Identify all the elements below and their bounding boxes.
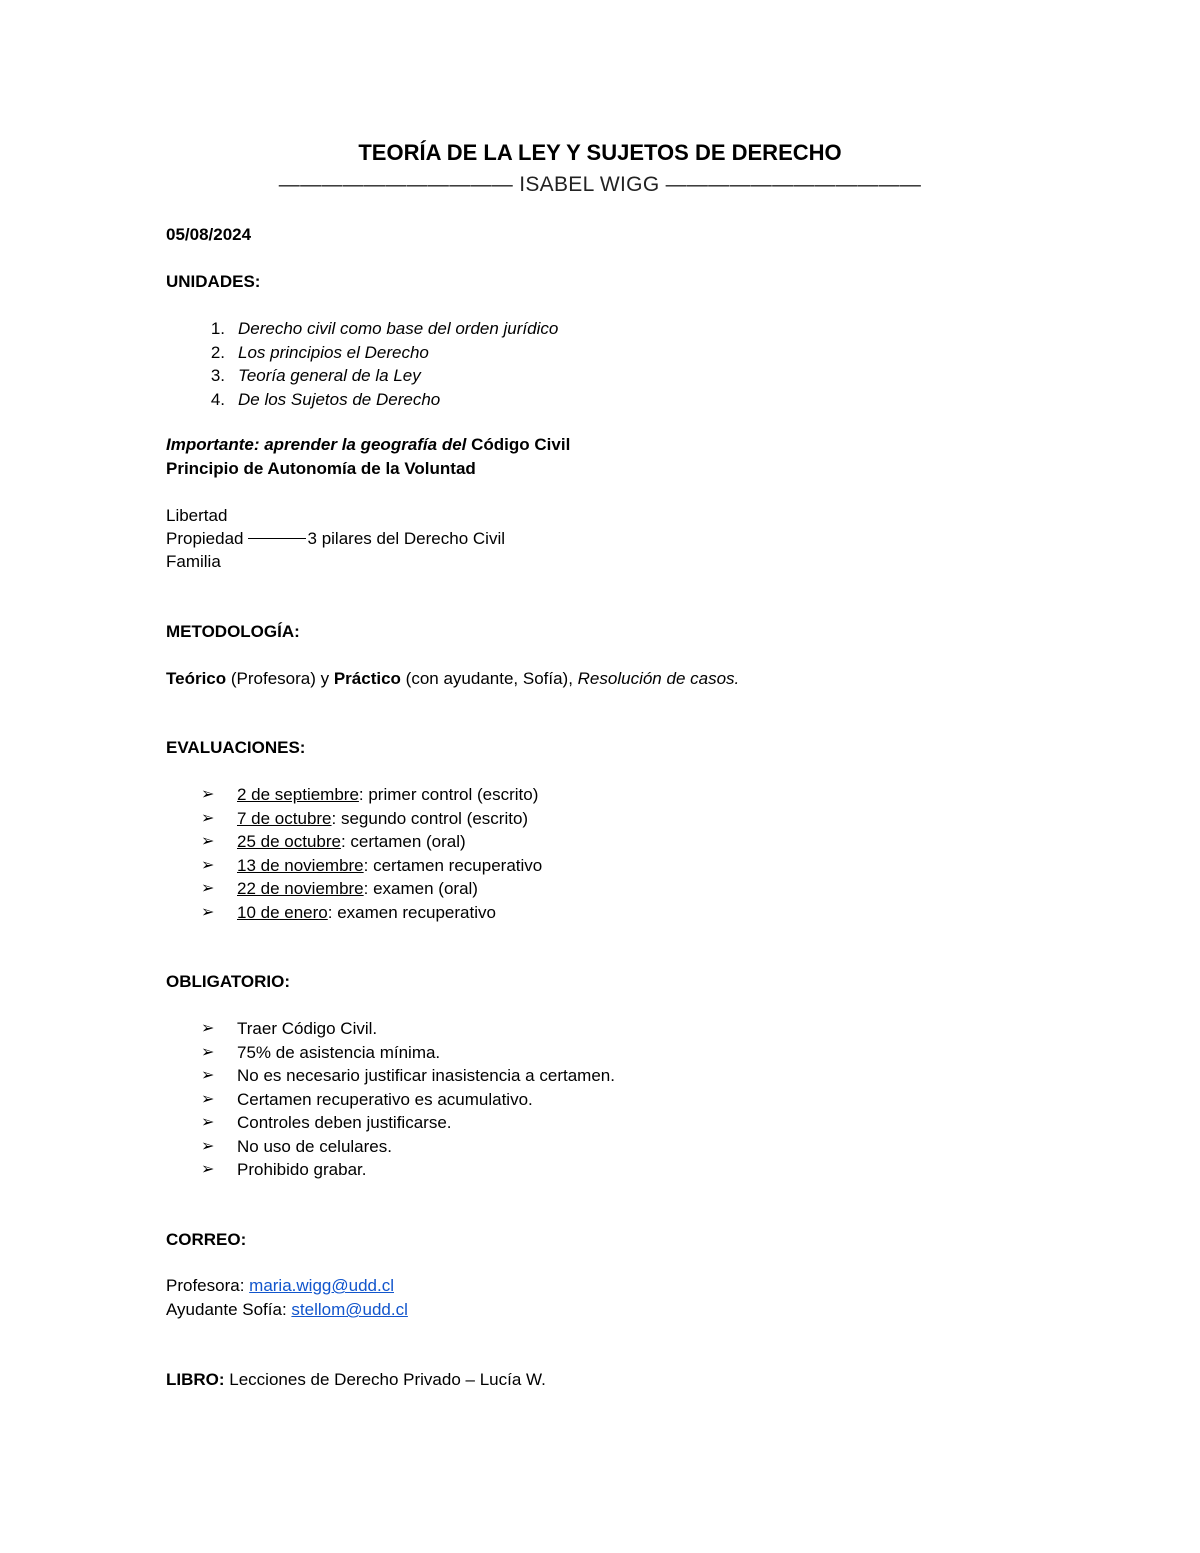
pilares-label: 3 pilares del Derecho Civil bbox=[307, 529, 505, 548]
list-item bbox=[201, 1064, 615, 1088]
list-item bbox=[201, 1088, 615, 1112]
importante-note bbox=[166, 433, 570, 457]
unidades-list bbox=[210, 317, 559, 411]
resolucion-text: Resolución de casos. bbox=[577, 669, 740, 688]
profesora-email-link[interactable]: maria.wigg@udd.cl bbox=[249, 1276, 394, 1295]
list-item bbox=[201, 1111, 615, 1135]
list-number: 3. bbox=[210, 366, 225, 385]
eval-date: 25 de octubre bbox=[237, 832, 341, 851]
list-item bbox=[210, 341, 558, 365]
list-text: 75% de asistencia mínima. bbox=[237, 1042, 441, 1062]
list-text: De los Sujetos de Derecho bbox=[238, 389, 441, 409]
list-item bbox=[210, 364, 558, 388]
pilar-propiedad-line bbox=[166, 527, 505, 551]
list-number: 4. bbox=[210, 389, 225, 409]
metodologia-heading: METODOLOGÍA: bbox=[166, 622, 300, 641]
ayudante-email-link[interactable]: stellom@udd.cl bbox=[291, 1300, 408, 1319]
arrow-bullet-icon: ➢ bbox=[201, 1020, 215, 1037]
arrow-bullet-icon: ➢ bbox=[201, 880, 215, 897]
document-subtitle: ——————————— ISABEL WIGG ———————————— bbox=[278, 173, 922, 196]
list-text: Los principios el Derecho bbox=[238, 342, 429, 362]
arrow-bullet-icon: ➢ bbox=[201, 786, 215, 803]
list-item bbox=[201, 1017, 615, 1041]
importante-rest: Código Civil bbox=[466, 435, 571, 454]
correo-ayudante bbox=[166, 1298, 408, 1322]
arrow-bullet-icon: ➢ bbox=[201, 1067, 215, 1084]
arrow-bullet-icon: ➢ bbox=[201, 1114, 215, 1131]
arrow-bullet-icon: ➢ bbox=[201, 833, 215, 850]
arrow-bullet-icon: ➢ bbox=[201, 1137, 215, 1155]
libro-label: LIBRO: bbox=[166, 1370, 225, 1389]
list-item bbox=[201, 783, 542, 807]
list-item bbox=[201, 854, 543, 878]
eval-desc: : primer control (escrito) bbox=[358, 785, 539, 804]
list-text: Controles deben justificarse. bbox=[237, 1113, 452, 1132]
list-item bbox=[201, 901, 542, 925]
arrow-bullet-icon: ➢ bbox=[201, 1161, 215, 1178]
principio-heading: Principio de Autonomía de la Voluntad bbox=[166, 459, 476, 478]
libro-text: Lecciones de Derecho Privado – Lucía W. bbox=[224, 1370, 546, 1389]
obligatorio-list bbox=[201, 1017, 615, 1182]
pilar-libertad: Libertad bbox=[166, 506, 228, 525]
eval-date: 22 de noviembre bbox=[237, 879, 364, 898]
evaluaciones-heading: EVALUACIONES: bbox=[166, 738, 306, 757]
eval-date: 7 de octubre bbox=[237, 808, 332, 828]
pilar-propiedad: Propiedad bbox=[166, 529, 244, 548]
list-text: Derecho civil como base del orden jurídico bbox=[238, 319, 559, 338]
list-text: Certamen recuperativo es acumulativo. bbox=[237, 1089, 533, 1109]
arrow-bullet-icon: ➢ bbox=[201, 856, 215, 874]
eval-desc: : examen (oral) bbox=[363, 879, 478, 898]
list-number: 2. bbox=[210, 342, 225, 362]
eval-date: 2 de septiembre bbox=[237, 785, 359, 804]
list-item bbox=[210, 317, 559, 341]
list-item bbox=[201, 830, 542, 854]
evaluaciones-list bbox=[201, 783, 543, 924]
arrow-bullet-icon: ➢ bbox=[201, 1090, 215, 1108]
arrow-line bbox=[248, 538, 306, 539]
profesora-label: Profesora: bbox=[166, 1276, 250, 1295]
list-text: No uso de celulares. bbox=[237, 1136, 392, 1156]
libro-line bbox=[166, 1368, 546, 1392]
list-item bbox=[201, 1041, 615, 1065]
document-title: TEORÍA DE LA LEY Y SUJETOS DE DERECHO bbox=[358, 140, 842, 165]
arrow-bullet-icon: ➢ bbox=[201, 903, 215, 921]
list-item bbox=[201, 807, 542, 831]
arrow-bullet-icon: ➢ bbox=[201, 1043, 215, 1061]
arrow-bullet-icon: ➢ bbox=[201, 809, 215, 827]
teorico-label: Teórico bbox=[166, 669, 227, 688]
list-text: Teoría general de la Ley bbox=[238, 366, 421, 385]
eval-date: 13 de noviembre bbox=[237, 855, 364, 875]
ayudante-label: Ayudante Sofía: bbox=[166, 1300, 292, 1319]
list-text: Traer Código Civil. bbox=[237, 1019, 378, 1038]
date: 05/08/2024 bbox=[166, 225, 252, 244]
ayudante-text: (con ayudante, Sofía), bbox=[400, 669, 578, 688]
list-item bbox=[210, 388, 558, 412]
correo-heading: CORREO: bbox=[166, 1230, 247, 1249]
importante-italic: Importante: aprender la geografía del bbox=[166, 435, 467, 454]
obligatorio-heading: OBLIGATORIO: bbox=[166, 972, 291, 991]
practico-label: Práctico bbox=[333, 669, 401, 688]
metodologia-text bbox=[166, 667, 739, 691]
list-text: No es necesario justificar inasistencia a certamen. bbox=[237, 1066, 615, 1085]
eval-desc: : examen recuperativo bbox=[327, 902, 496, 922]
correo-profesora bbox=[166, 1274, 394, 1298]
eval-desc: : certamen (oral) bbox=[340, 832, 466, 851]
list-number: 1. bbox=[210, 319, 225, 338]
list-text: Prohibido grabar. bbox=[237, 1160, 367, 1179]
eval-date: 10 de enero bbox=[237, 902, 328, 922]
list-item bbox=[201, 1135, 615, 1159]
profesora-text: (Profesora) y bbox=[226, 669, 334, 688]
eval-desc: : certamen recuperativo bbox=[363, 855, 543, 875]
unidades-heading: UNIDADES: bbox=[166, 272, 261, 291]
pilar-familia: Familia bbox=[166, 552, 221, 571]
list-item bbox=[201, 1158, 615, 1182]
eval-desc: : segundo control (escrito) bbox=[331, 808, 529, 828]
list-item bbox=[201, 877, 542, 901]
